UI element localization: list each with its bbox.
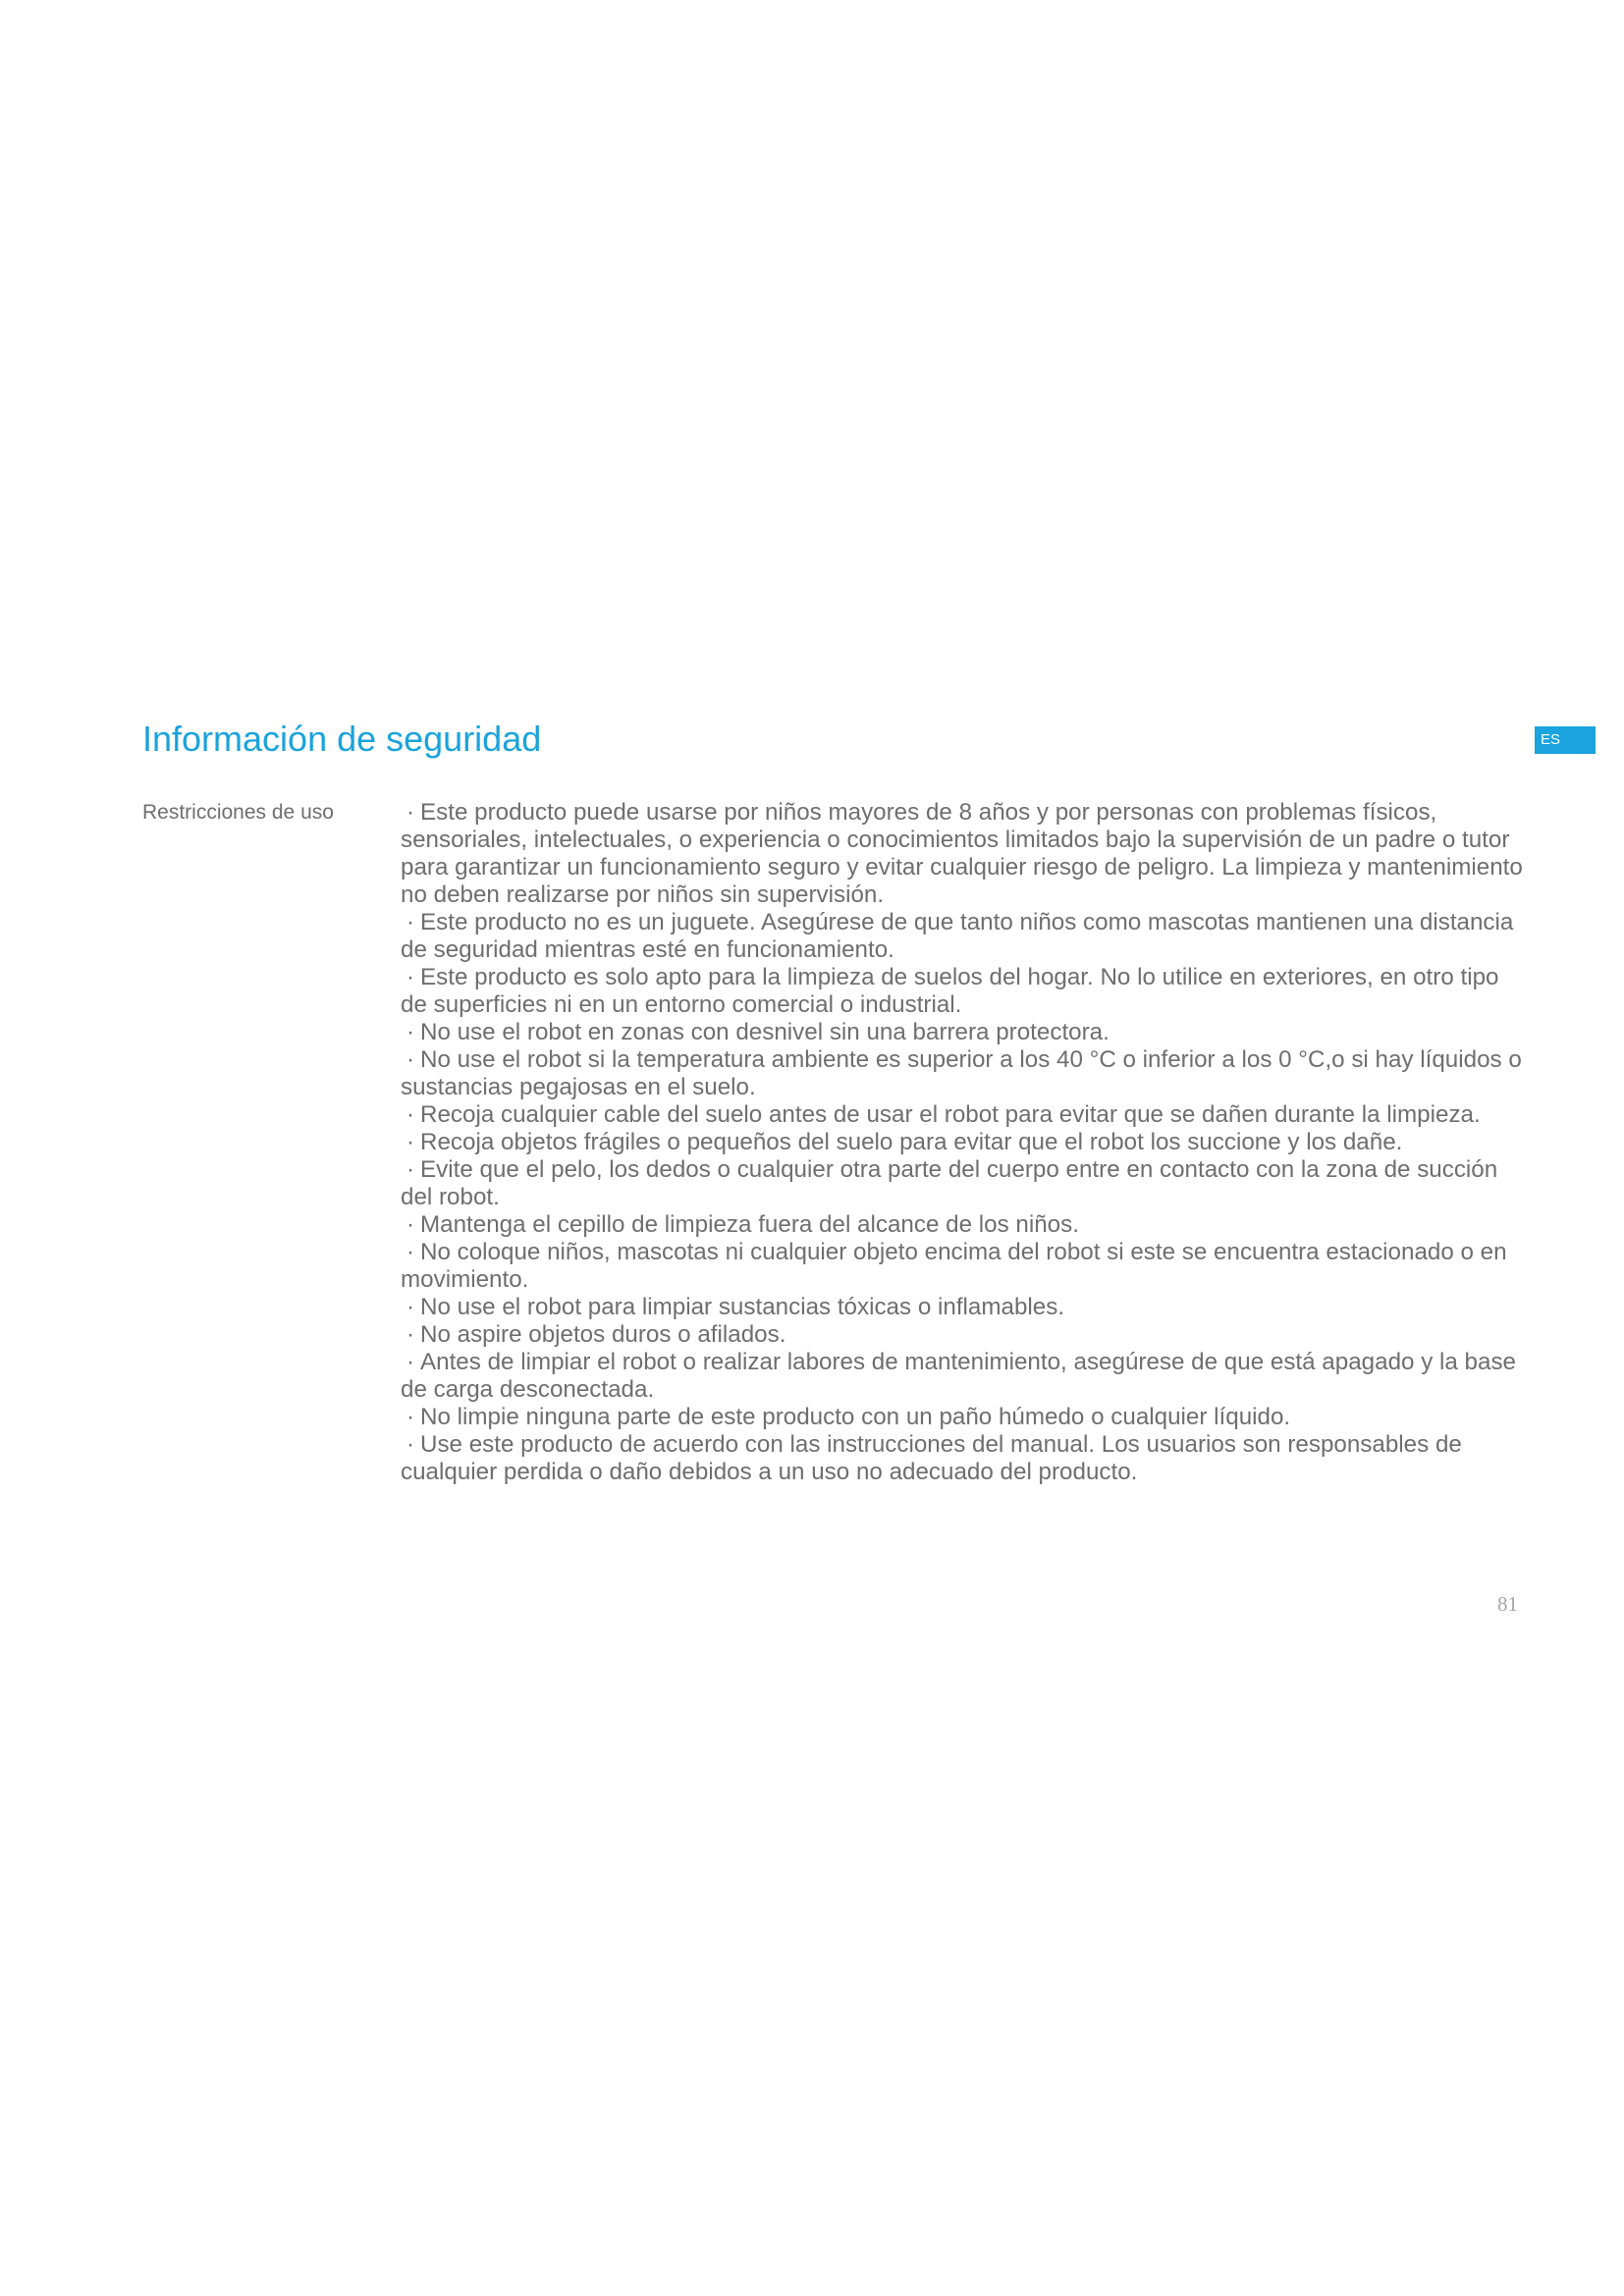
bullet-icon: · [406,1294,415,1320]
language-tab: ES [1535,726,1596,754]
bullet-icon: · [406,1101,415,1128]
bullet-icon: · [406,1349,415,1375]
bullet-icon: · [406,1046,415,1073]
bullet-icon: · [406,1156,415,1183]
bullet-icon: · [406,1239,415,1265]
bullet-icon: · [406,909,415,935]
list-item [401,1019,1525,1046]
list-item-text: No coloque niños, mascotas ni cualquier objeto encima del robot si este se encuentra estacionado o en movimiento. [401,1239,1507,1293]
list-item [401,909,1525,964]
list-item [401,1211,1525,1239]
list-item-text: No aspire objetos duros o afilados. [420,1321,786,1348]
list-item [401,799,1525,909]
list-item [401,1431,1525,1486]
bullet-icon: · [406,1404,415,1430]
bullet-icon: · [406,799,415,826]
list-item-text: Evite que el pelo, los dedos o cualquier otra parte del cuerpo entre en contacto con la zona de succión del robot. [401,1156,1498,1210]
list-item-text: No use el robot si la temperatura ambiente es superior a los 40 °C o inferior a los 0 °C,o si hay líquidos o sustancias pegajosas en el suelo. [401,1046,1522,1100]
list-item-text: Recoja cualquier cable del suelo antes de usar el robot para evitar que se dañen durante la limpieza. [420,1101,1481,1128]
list-item [401,1294,1525,1321]
list-item-text: Mantenga el cepillo de limpieza fuera del alcance de los niños. [420,1211,1079,1238]
bullet-icon: · [406,1211,415,1238]
list-item [401,964,1525,1019]
bullet-icon: · [406,964,415,990]
list-item [401,1239,1525,1294]
list-item-text: Recoja objetos frágiles o pequeños del suelo para evitar que el robot los succione y los dañe. [420,1129,1403,1155]
list-item [401,1129,1525,1156]
list-item [401,1321,1525,1349]
bullet-icon: · [406,1321,415,1348]
bullet-icon: · [406,1129,415,1155]
list-item-text: Use este producto de acuerdo con las instrucciones del manual. Los usuarios son responsables de cualquier perdida o daño debidos a un uso no adecuado del producto. [401,1431,1462,1485]
list-item-text: No use el robot para limpiar sustancias tóxicas o inflamables. [420,1294,1065,1320]
section-label: Restricciones de uso [142,801,334,824]
page-title: Información de seguridad [142,719,542,759]
bullet-icon: · [406,1019,415,1045]
restrictions-list [401,799,1525,1486]
list-item-text: Este producto puede usarse por niños mayores de 8 años y por personas con problemas físicos, sensoriales, intelectuales, o experiencia o conocimientos limitados bajo la supervisión de un padre o tutor para garantizar un funcionamiento seguro y evitar cualquier riesgo de peligro. La limpieza y mantenimiento no deben realizarse por niños sin supervisión. [401,799,1523,908]
list-item [401,1156,1525,1211]
list-item-text: No use el robot en zonas con desnivel sin una barrera protectora. [420,1019,1110,1045]
page-number: 81 [1497,1592,1518,1616]
list-item-text: No limpie ninguna parte de este producto con un paño húmedo o cualquier líquido. [420,1404,1291,1430]
list-item-text: Antes de limpiar el robot o realizar labores de mantenimiento, asegúrese de que está apagado y la base de carga desconectada. [401,1349,1517,1403]
bullet-icon: · [406,1431,415,1458]
list-item [401,1046,1525,1101]
list-item-text: Este producto es solo apto para la limpieza de suelos del hogar. No lo utilice en exteriores, en otro tipo de superficies ni en un entorno comercial o industrial. [401,964,1499,1018]
list-item [401,1404,1525,1431]
list-item [401,1349,1525,1404]
list-item-text: Este producto no es un juguete. Asegúrese de que tanto niños como mascotas mantienen una distancia de seguridad mientras esté en funcionamiento. [401,909,1514,963]
list-item [401,1101,1525,1129]
